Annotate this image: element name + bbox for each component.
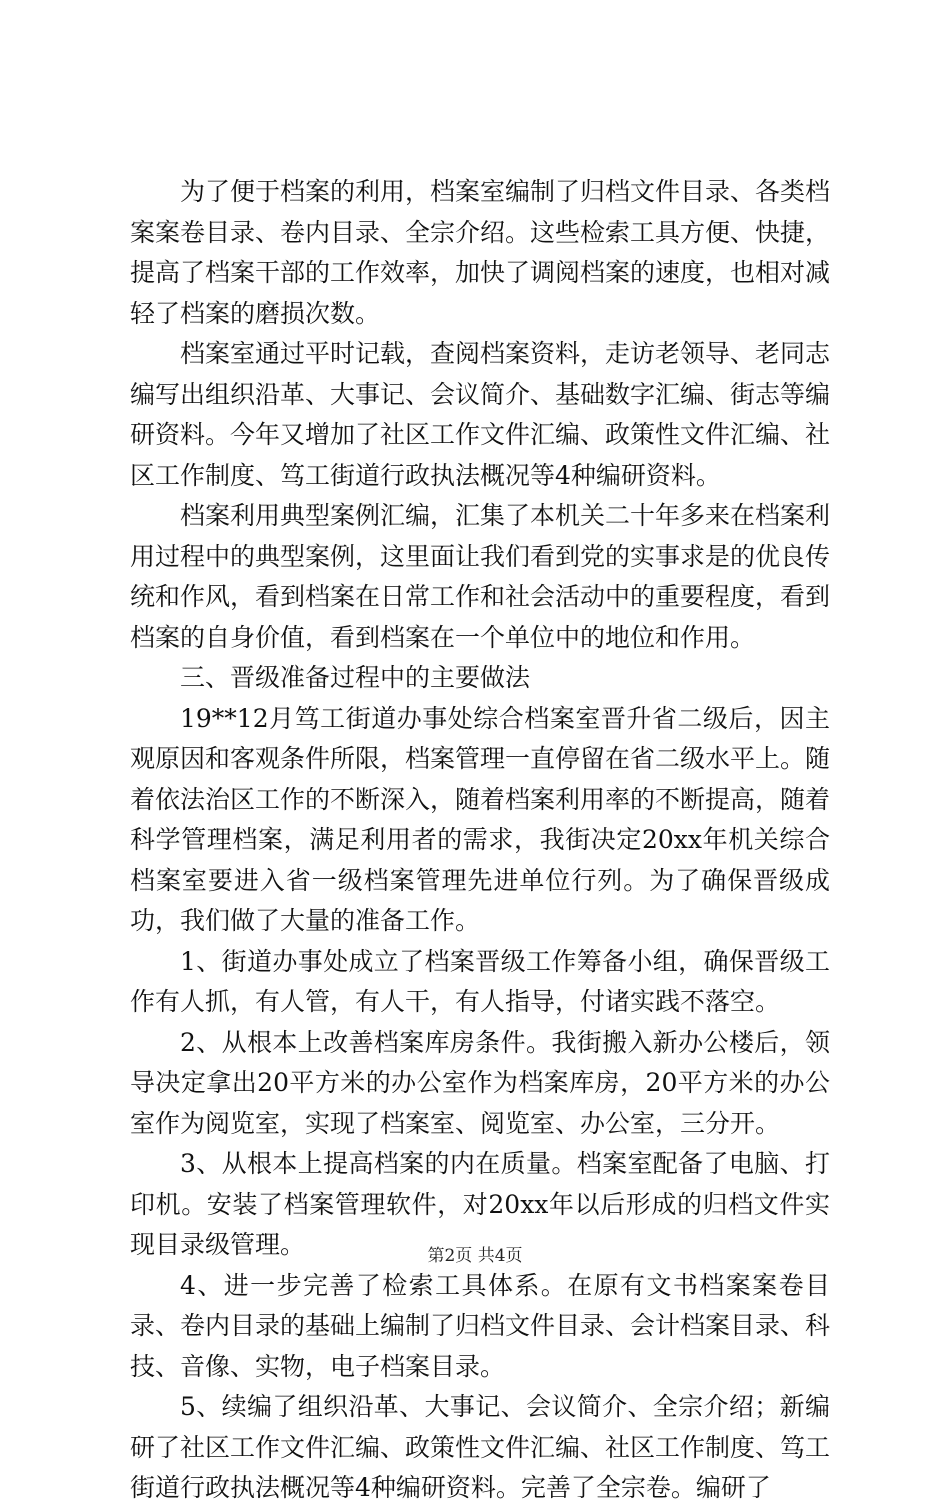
paragraph-item-5: 5、续编了组织沿革、大事记、会议简介、全宗介绍；新编研了社区工作文件汇编、政策性文件汇编、社区工作制度、笃工街道行政执法概况等4种编研资料。完善了全宗卷。编研了 [130,1392,831,1502]
paragraph-item-4: 4、进一步完善了检索工具体系。在原有文书档案案卷目录、卷内目录的基础上编制了归档文件目录、会计档案目录、科技、音像、实物，电子档案目录。 [130,1270,831,1381]
page-footer: 第2页 共4页 [427,1246,523,1266]
section-heading-preparation: 三、晋级准备过程中的主要做法 [180,663,531,692]
paragraph-item-2: 2、从根本上改善档案库房条件。我街搬入新办公楼后，领导决定拿出20平方米的办公室作为档案库房，20平方米的办公室作为阅览室，实现了档案室、阅览室、办公室，三分开。 [130,1027,830,1138]
paragraph-compilation-materials: 档案室通过平时记载，查阅档案资料，走访老领导、老同志编写出组织沿革、大事记、会议简介、基础数字汇编、街志等编研资料。今年又增加了社区工作文件汇编、政策性文件汇编、社区工作制度、笃工街道行政执法概况等4种编研资料。 [130,339,831,490]
paragraph-typical-cases: 档案利用典型案例汇编，汇集了本机关二十年多来在档案利用过程中的典型案例，这里面让我们看到党的实事求是的优良传统和作风，看到档案在日常工作和社会活动中的重要程度，看到档案的自身价值，看到档案在一个单位中的地位和作用。 [130,501,831,652]
paragraph-item-1: 1、街道办事处成立了档案晋级工作筹备小组，确保晋级工作有人抓，有人管，有人干，有人指导，付诸实践不落空。 [130,946,830,1016]
paragraph-item-3: 3、从根本上提高档案的内在质量。档案室配备了电脑、打印机。安装了档案管理软件，对20xx年以后形成的归档文件实现目录级管理。 [130,1149,830,1259]
document-body [130,172,830,1509]
paragraph-retrieval-tools: 为了便于档案的利用，档案室编制了归档文件目录、各类档案案卷目录、卷内目录、全宗介绍。这些检索工具方便、快捷，提高了档案干部的工作效率，加快了调阅档案的速度，也相对减轻了档案的磨损次数。 [130,177,831,328]
paragraph-upgrade-background: 19**12月笃工街道办事处综合档案室晋升省二级后，因主观原因和客观条件所限，档案管理一直停留在省二级水平上。随着依法治区工作的不断深入，随着档案利用率的不断提高，随着科学管理档案，满足利用者的需求，我街决定20xx年机关综合档案室要进入省一级档案管理先进单位行列。为了确保晋级成功，我们做了大量的准备工作。 [130,703,831,935]
